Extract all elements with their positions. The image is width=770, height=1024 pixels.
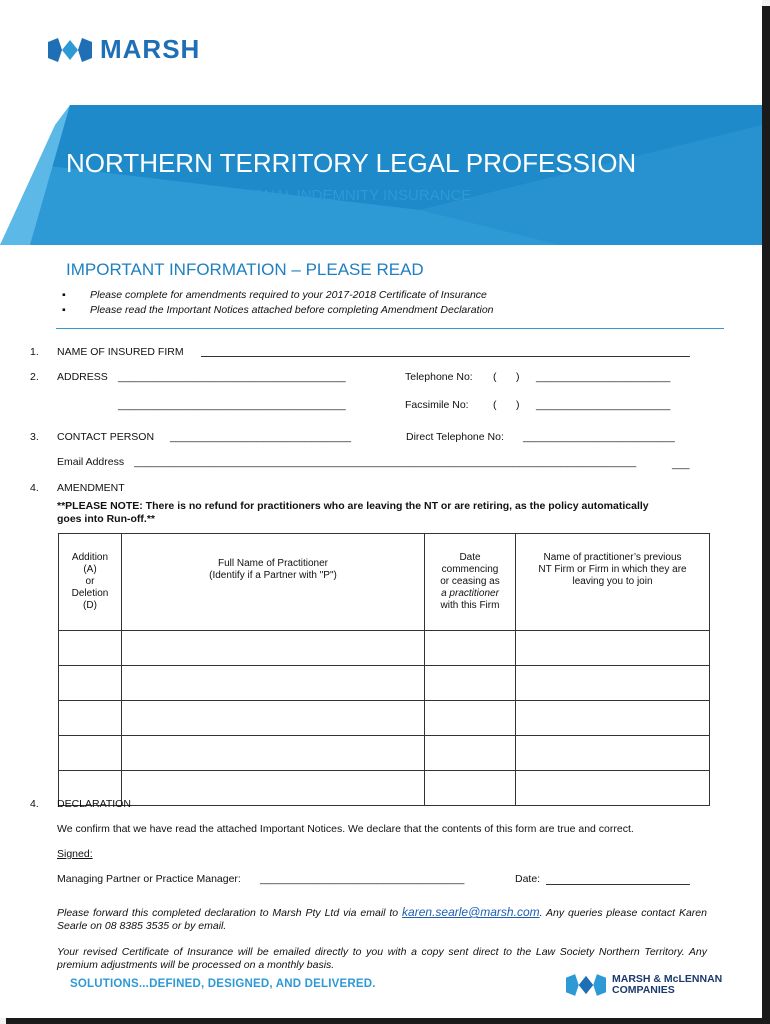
managing-partner-label: Managing Partner or Practice Manager: (57, 873, 241, 885)
table-cell[interactable] (425, 771, 516, 806)
table-row (59, 666, 710, 701)
insured-firm-field[interactable] (201, 356, 690, 357)
contact-email-link[interactable]: karen.searle@marsh.com (402, 905, 540, 919)
marsh-logo-icon (48, 38, 92, 62)
telephone-field[interactable]: _______________________ (536, 371, 671, 383)
table-cell[interactable] (122, 736, 425, 771)
date-field[interactable] (546, 884, 690, 885)
table-cell[interactable] (122, 631, 425, 666)
bullet-icon: ▪ (62, 289, 66, 301)
contact-person-field[interactable]: _______________________________ (170, 431, 352, 443)
email-address-field[interactable]: ______________________________________________________________________________________ (134, 456, 637, 468)
table-cell[interactable] (516, 631, 710, 666)
table-cell[interactable] (516, 666, 710, 701)
marsh-logo (48, 34, 200, 65)
table-cell[interactable] (59, 736, 122, 771)
table-cell[interactable] (516, 771, 710, 806)
facsimile-label: Facsimile No: (405, 399, 469, 411)
table-cell[interactable] (59, 701, 122, 736)
bullet-item: ▪ Please complete for amendments required to your 2017-2018 Certificate of Insurance (62, 289, 487, 301)
important-heading: IMPORTANT INFORMATION – PLEASE READ (66, 260, 424, 279)
table-cell[interactable] (425, 701, 516, 736)
table-row (59, 771, 710, 806)
address-field-2[interactable]: _______________________________________ (118, 399, 346, 411)
declaration-text: We confirm that we have read the attached Important Notices. We declare that the contents of this form are true and correct. (57, 823, 634, 835)
table-cell[interactable] (122, 666, 425, 701)
declaration-label: DECLARATION (57, 798, 131, 810)
section-number: 3. (30, 431, 39, 443)
col-previous-firm: Name of practitioner’s previous NT Firm or Firm in which they are leaving you to join (516, 534, 710, 631)
important-bullets (62, 288, 494, 318)
table-cell[interactable] (516, 736, 710, 771)
address-label: ADDRESS (57, 371, 108, 383)
paren-close: ) (516, 399, 520, 411)
subtitle-line-1: COMPULSORY PROFESSIONAL INDEMNITY INSURANCE (66, 187, 472, 204)
marsh-logo-text: MARSH (100, 34, 201, 64)
page-subtitle (66, 186, 471, 226)
mmc-logo-icon (566, 974, 606, 996)
direct-telephone-field[interactable]: __________________________ (523, 431, 675, 443)
table-row (59, 631, 710, 666)
table-row (59, 736, 710, 771)
table-cell[interactable] (122, 701, 425, 736)
table-cell[interactable] (59, 666, 122, 701)
refund-note: **PLEASE NOTE: There is no refund for practitioners who are leaving the NT or are retiring, as the policy automatically goes into Run-off.** (57, 500, 649, 525)
table-header-row (59, 534, 710, 631)
section-number: 1. (30, 346, 39, 358)
section-number: 4. (30, 482, 39, 494)
direct-telephone-label: Direct Telephone No: (406, 431, 504, 443)
telephone-label: Telephone No: (405, 371, 473, 383)
col-full-name: Full Name of Practitioner (Identify if a Partner with "P") (122, 534, 425, 631)
table-cell[interactable] (59, 631, 122, 666)
table-row (59, 701, 710, 736)
table-cell[interactable] (425, 736, 516, 771)
date-label: Date: (515, 873, 541, 885)
bullet-item: ▪ Please read the Important Notices attached before completing Amendment Declaration (62, 304, 494, 316)
address-field-1[interactable]: _______________________________________ (118, 371, 346, 383)
email-address-field-end: ___ (672, 458, 690, 470)
page-shadow-bottom (6, 1018, 770, 1024)
table-cell[interactable] (122, 771, 425, 806)
col-addition-deletion: Addition (A) or Deletion (D) (59, 534, 122, 631)
forward-instructions: Please forward this completed declaration to Marsh Pty Ltd via email to karen.searle@marsh.com. Any queries please contact Karen Searle on 08 8385 3535 or by email. (57, 905, 707, 932)
page-shadow-right (762, 6, 770, 1024)
table-cell[interactable] (425, 666, 516, 701)
amendment-table (58, 533, 710, 806)
bullet-icon: ▪ (62, 304, 66, 316)
revised-certificate-note: Your revised Certificate of Insurance will be emailed directly to you with a copy sent direct to the Law Society Northern Territory. Any premium adjustments will be processed on a monthly basis. (57, 946, 707, 971)
paren-open: ( (493, 371, 497, 383)
mmc-logo (566, 974, 722, 996)
subtitle-line-2: 2017-2018 AMENDMENT FORM (66, 207, 286, 224)
paren-open: ( (493, 399, 497, 411)
section-number: 4. (30, 798, 39, 810)
table-cell[interactable] (516, 701, 710, 736)
footer-tagline: SOLUTIONS...DEFINED, DESIGNED, AND DELIVERED. (70, 978, 376, 990)
facsimile-field[interactable]: _______________________ (536, 399, 671, 411)
managing-partner-field[interactable]: ___________________________________ (260, 873, 465, 885)
page-title: NORTHERN TERRITORY LEGAL PROFESSION (66, 148, 637, 178)
mmc-logo-text: MARSH & McLENNAN COMPANIES (612, 973, 723, 996)
paren-close: ) (516, 371, 520, 383)
insured-firm-label: NAME OF INSURED FIRM (57, 346, 184, 358)
table-cell[interactable] (425, 631, 516, 666)
contact-person-label: CONTACT PERSON (57, 431, 155, 443)
section-number: 2. (30, 371, 39, 383)
amendment-label: AMENDMENT (57, 482, 125, 494)
signed-label: Signed: (57, 848, 93, 860)
col-date: Date commencing or ceasing as a practitioner with this Firm (425, 534, 516, 631)
section-divider (56, 328, 724, 329)
email-address-label: Email Address (57, 456, 125, 468)
